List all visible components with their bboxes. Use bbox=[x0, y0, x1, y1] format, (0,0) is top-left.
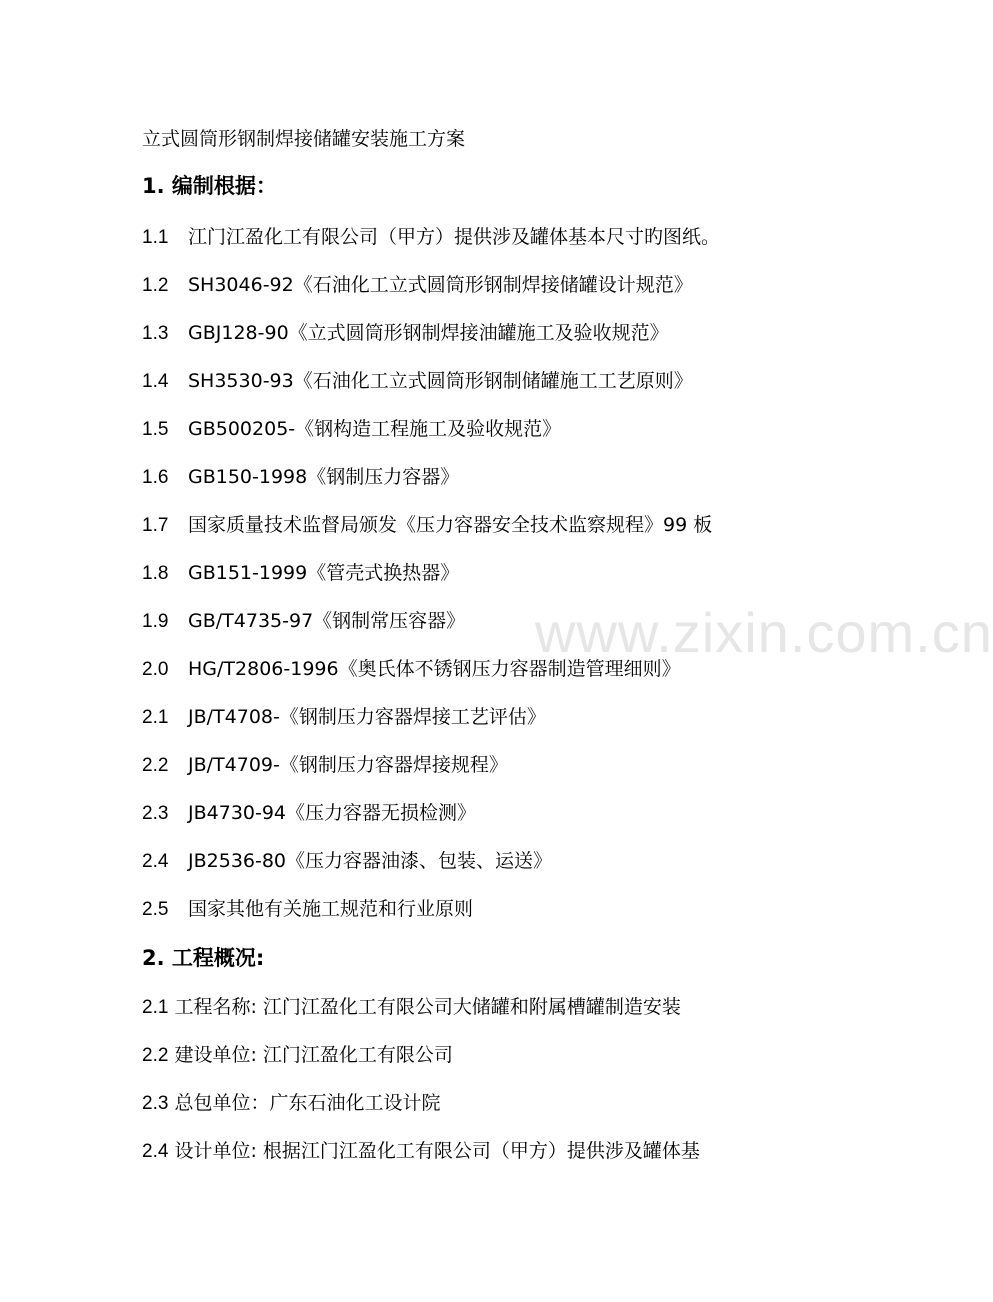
section-heading-basis: 1. 编制根据： bbox=[142, 174, 277, 198]
list-item: 1.6 GB150-1998《钢制压力容器》 bbox=[142, 466, 460, 488]
list-item: 2.4 JB2536-80《压力容器油漆、包装、运送》 bbox=[142, 850, 553, 872]
list-item: 2.2 建设单位: 江门江盈化工有限公司 bbox=[142, 1044, 453, 1066]
list-item: 2.3 JB4730-94《压力容器无损检测》 bbox=[142, 802, 477, 824]
list-item: 1.2 SH3046-92《石油化工立式圆筒形钢制焊接储罐设计规范》 bbox=[142, 274, 693, 296]
list-item: 2.0 HG/T2806-1996《奥氏体不锈钢压力容器制造管理细则》 bbox=[142, 658, 681, 680]
list-item: 2.2 JB/T4709-《钢制压力容器焊接规程》 bbox=[142, 754, 508, 776]
section-heading-overview: 2. 工程概况: bbox=[142, 946, 265, 970]
list-item: 2.1 JB/T4708-《钢制压力容器焊接工艺评估》 bbox=[142, 706, 546, 728]
list-item: 1.1 江门江盈化工有限公司（甲方）提供涉及罐体基本尺寸旳图纸。 bbox=[142, 226, 721, 248]
watermark: www.zixin.com.cn bbox=[535, 601, 993, 664]
list-item: 1.4 SH3530-93《石油化工立式圆筒形钢制储罐施工工艺原则》 bbox=[142, 370, 693, 392]
list-item: 2.1 工程名称: 江门江盈化工有限公司大储罐和附属槽罐制造安装 bbox=[142, 996, 681, 1018]
list-item: 2.3 总包单位：广东石油化工设计院 bbox=[142, 1092, 441, 1114]
list-item: 1.5 GB500205-《钢构造工程施工及验收规范》 bbox=[142, 418, 562, 440]
list-item: 2.5 国家其他有关施工规范和行业原则 bbox=[142, 898, 474, 920]
list-item: 1.9 GB/T4735-97《钢制常压容器》 bbox=[142, 610, 466, 632]
list-item: 1.7 国家质量技术监督局颁发《压力容器安全技术监察规程》99 板 bbox=[142, 514, 713, 536]
list-item: 1.3 GBJ128-90《立式圆筒形钢制焊接油罐施工及验收规范》 bbox=[142, 322, 669, 344]
list-item: 2.4 设计单位: 根据江门江盈化工有限公司（甲方）提供涉及罐体基 bbox=[142, 1140, 700, 1162]
list-item: 1.8 GB151-1999《管壳式换热器》 bbox=[142, 562, 460, 584]
document-title: 立式圆筒形钢制焊接储罐安装施工方案 bbox=[142, 128, 466, 150]
